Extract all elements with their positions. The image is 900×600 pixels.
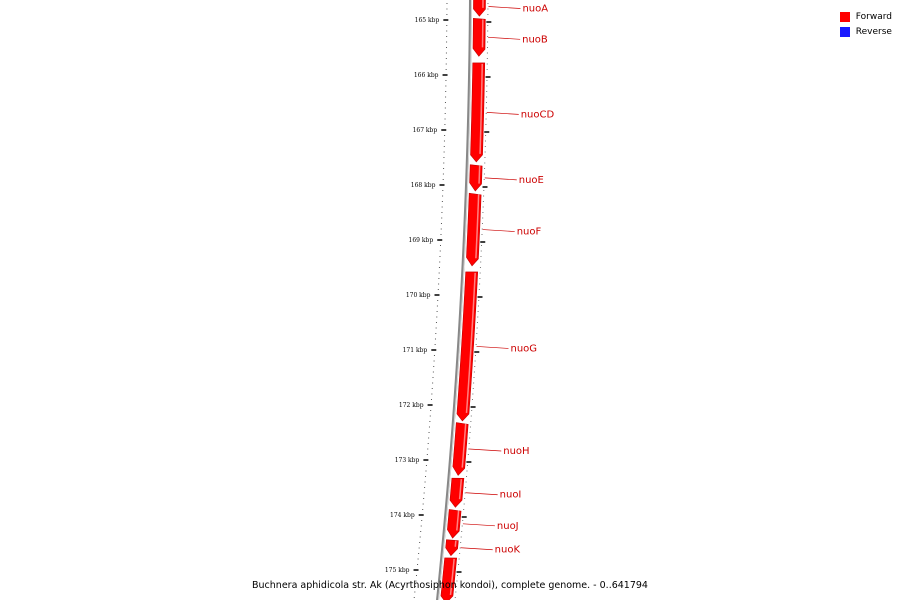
minor-tick-right	[470, 421, 471, 422]
minor-tick-right	[485, 135, 486, 136]
minor-tick	[441, 223, 442, 224]
minor-tick-right	[487, 47, 488, 48]
minor-tick-right	[473, 377, 474, 378]
legend-label-reverse: Reverse	[855, 26, 892, 37]
gene-label: nuoE	[518, 174, 544, 186]
minor-tick-right	[486, 80, 487, 81]
minor-tick-right	[477, 322, 478, 323]
minor-tick	[427, 454, 428, 455]
tick-label: 171 kbp	[402, 347, 428, 354]
forward-swatch	[840, 12, 850, 22]
minor-tick-right	[484, 174, 485, 175]
minor-tick	[420, 531, 421, 532]
minor-tick	[443, 157, 444, 158]
minor-tick	[437, 311, 438, 312]
minor-tick-right	[471, 416, 472, 417]
minor-tick-right	[472, 394, 473, 395]
minor-tick-right	[482, 223, 483, 224]
minor-tick-right	[487, 58, 488, 59]
minor-tick-right	[461, 531, 462, 532]
minor-tick	[439, 262, 440, 263]
minor-tick	[446, 3, 447, 4]
minor-tick-right	[486, 91, 487, 92]
minor-tick	[446, 47, 447, 48]
gene-leader-line	[488, 7, 520, 9]
minor-tick	[438, 284, 439, 285]
minor-tick	[440, 234, 441, 235]
minor-tick	[432, 383, 433, 384]
minor-tick-right	[484, 163, 485, 164]
minor-tick	[444, 146, 445, 147]
minor-tick-right	[476, 344, 477, 345]
minor-tick	[442, 196, 443, 197]
minor-tick-right	[479, 289, 480, 290]
minor-tick-right	[486, 97, 487, 98]
minor-tick	[434, 361, 435, 362]
minor-tick-right	[483, 196, 484, 197]
minor-tick	[419, 542, 420, 543]
minor-tick-right	[482, 212, 483, 213]
minor-tick-right	[471, 410, 472, 411]
minor-tick-right	[485, 152, 486, 153]
minor-tick-right	[469, 438, 470, 439]
legend-item-reverse	[840, 24, 892, 39]
minor-tick	[439, 256, 440, 257]
minor-tick-right	[458, 564, 459, 565]
minor-tick-right	[470, 427, 471, 428]
minor-tick-right	[487, 42, 488, 43]
minor-tick	[435, 344, 436, 345]
minor-tick-right	[473, 383, 474, 384]
minor-tick	[444, 141, 445, 142]
minor-tick-right	[484, 157, 485, 158]
minor-tick	[442, 201, 443, 202]
gene-label: nuoK	[494, 544, 521, 556]
minor-tick-right	[485, 141, 486, 142]
minor-tick-right	[469, 443, 470, 444]
minor-tick-right	[457, 575, 458, 576]
tick-label: 174 kbp	[390, 512, 415, 519]
gene-label: nuoJ	[496, 520, 519, 532]
minor-tick	[441, 218, 442, 219]
minor-tick	[428, 443, 429, 444]
gene-leader-line	[488, 37, 520, 39]
tick-label: 175 kbp	[384, 567, 410, 574]
minor-tick	[440, 245, 441, 246]
gene-leader-line	[469, 449, 501, 451]
minor-tick-right	[467, 465, 468, 466]
minor-tick	[436, 322, 437, 323]
minor-tick	[414, 592, 415, 593]
gene-leader-line	[483, 230, 515, 232]
minor-tick	[430, 416, 431, 417]
minor-tick-right	[480, 267, 481, 268]
gene-label: nuoI	[499, 489, 522, 501]
minor-tick-right	[463, 509, 464, 510]
minor-tick-right	[466, 471, 467, 472]
minor-tick	[434, 355, 435, 356]
minor-tick	[445, 102, 446, 103]
minor-tick	[422, 509, 423, 510]
minor-tick-right	[464, 498, 465, 499]
minor-tick	[446, 14, 447, 15]
minor-tick-right	[487, 25, 488, 26]
minor-tick	[423, 504, 424, 505]
minor-tick	[435, 339, 436, 340]
gene-label: nuoF	[516, 226, 542, 238]
minor-tick-right	[479, 284, 480, 285]
gene-leader-line	[466, 493, 498, 495]
minor-tick-right	[455, 597, 456, 598]
minor-tick	[417, 564, 418, 565]
minor-tick	[446, 25, 447, 26]
minor-tick	[421, 520, 422, 521]
minor-tick	[443, 174, 444, 175]
minor-tick	[439, 273, 440, 274]
minor-tick-right	[464, 504, 465, 505]
minor-tick	[416, 575, 417, 576]
minor-tick	[446, 36, 447, 37]
minor-tick	[443, 163, 444, 164]
minor-tick-right	[465, 493, 466, 494]
minor-tick-right	[480, 262, 481, 263]
minor-tick-right	[485, 146, 486, 147]
gene-label: nuoH	[503, 446, 530, 457]
tick-label: 170 kbp	[405, 292, 431, 299]
gene-leader-line	[461, 548, 493, 550]
tick-label: 166 kbp	[413, 72, 439, 79]
minor-tick-right	[479, 278, 480, 279]
genome-caption: Buchnera aphidicola str. Ak (Acyrthosiphon kondoi), complete genome. - 0..641794	[252, 580, 648, 591]
minor-tick	[444, 135, 445, 136]
minor-tick-right	[482, 218, 483, 219]
legend	[840, 9, 892, 39]
gene-label: nuoG	[510, 343, 538, 355]
minor-tick	[419, 548, 420, 549]
minor-tick-right	[475, 355, 476, 356]
minor-tick-right	[470, 432, 471, 433]
minor-tick-right	[459, 559, 460, 560]
minor-tick	[441, 212, 442, 213]
minor-tick-right	[484, 168, 485, 169]
minor-tick-right	[473, 388, 474, 389]
minor-tick	[424, 487, 425, 488]
gene-leader-line	[463, 524, 495, 526]
minor-tick	[446, 69, 447, 70]
minor-tick	[421, 526, 422, 527]
minor-tick-right	[480, 273, 481, 274]
tick-label: 169 kbp	[408, 237, 434, 244]
minor-tick-right	[486, 113, 487, 114]
tick-label: 168 kbp	[410, 182, 436, 189]
minor-tick	[418, 559, 419, 560]
minor-tick	[424, 493, 425, 494]
tick-label: 167 kbp	[412, 127, 438, 134]
minor-tick	[442, 190, 443, 191]
minor-tick	[445, 80, 446, 81]
minor-tick-right	[487, 14, 488, 15]
minor-tick	[446, 9, 447, 10]
minor-tick-right	[486, 86, 487, 87]
minor-tick-right	[477, 317, 478, 318]
minor-tick	[446, 53, 447, 54]
gene-leader-line	[477, 346, 509, 348]
minor-tick	[427, 449, 428, 450]
minor-tick	[430, 410, 431, 411]
gene-leader-line	[485, 178, 517, 180]
minor-tick-right	[474, 372, 475, 373]
reverse-swatch	[840, 27, 850, 37]
minor-tick	[425, 471, 426, 472]
minor-tick	[437, 300, 438, 301]
minor-tick	[443, 168, 444, 169]
minor-tick-right	[460, 548, 461, 549]
minor-tick-right	[487, 9, 488, 10]
minor-tick	[445, 113, 446, 114]
minor-tick-right	[482, 229, 483, 230]
minor-tick-right	[478, 300, 479, 301]
minor-tick	[444, 124, 445, 125]
minor-tick	[435, 333, 436, 334]
minor-tick	[437, 306, 438, 307]
minor-tick	[429, 421, 430, 422]
minor-tick	[433, 366, 434, 367]
minor-tick-right	[487, 64, 488, 65]
gene-label: nuoB	[522, 34, 548, 46]
minor-tick-right	[466, 476, 467, 477]
minor-tick-right	[484, 179, 485, 180]
gene-nuoE-highlight	[479, 166, 480, 184]
minor-tick-right	[461, 537, 462, 538]
minor-tick	[444, 152, 445, 153]
minor-tick-right	[480, 256, 481, 257]
gene-nuoI	[450, 478, 464, 507]
minor-tick-right	[465, 487, 466, 488]
minor-tick-right	[468, 454, 469, 455]
minor-tick	[431, 394, 432, 395]
minor-tick-right	[468, 449, 469, 450]
minor-tick	[414, 597, 415, 598]
minor-tick-right	[483, 201, 484, 202]
minor-tick	[442, 207, 443, 208]
minor-tick	[426, 465, 427, 466]
minor-tick	[445, 91, 446, 92]
minor-tick	[443, 179, 444, 180]
minor-tick-right	[478, 311, 479, 312]
minor-tick-right	[483, 207, 484, 208]
minor-tick-right	[455, 592, 456, 593]
minor-tick	[445, 97, 446, 98]
minor-tick-right	[477, 328, 478, 329]
minor-tick-right	[478, 306, 479, 307]
minor-tick-right	[485, 124, 486, 125]
minor-tick-right	[486, 119, 487, 120]
minor-tick-right	[486, 102, 487, 103]
minor-tick-right	[487, 53, 488, 54]
tick-label: 165 kbp	[414, 17, 440, 24]
gene-label: nuoA	[522, 3, 549, 15]
tick-label: 172 kbp	[398, 402, 424, 409]
minor-tick-right	[486, 108, 487, 109]
minor-tick-right	[466, 482, 467, 483]
minor-tick	[432, 388, 433, 389]
minor-tick-right	[481, 234, 482, 235]
minor-tick-right	[487, 31, 488, 32]
minor-tick	[445, 108, 446, 109]
gene-nuoK-highlight	[455, 541, 456, 547]
gene-label: nuoCD	[520, 109, 555, 121]
minor-tick	[445, 86, 446, 87]
minor-tick-right	[487, 69, 488, 70]
minor-tick	[438, 278, 439, 279]
minor-tick	[436, 328, 437, 329]
minor-tick	[441, 229, 442, 230]
minor-tick	[431, 399, 432, 400]
minor-tick	[423, 498, 424, 499]
minor-tick-right	[483, 190, 484, 191]
minor-tick-right	[459, 553, 460, 554]
minor-tick	[418, 553, 419, 554]
minor-tick-right	[481, 245, 482, 246]
minor-tick	[432, 377, 433, 378]
minor-tick-right	[487, 36, 488, 37]
minor-tick	[425, 482, 426, 483]
minor-tick	[438, 289, 439, 290]
minor-tick	[429, 432, 430, 433]
gene-leader-line	[487, 112, 519, 114]
minor-tick	[436, 317, 437, 318]
minor-tick	[425, 476, 426, 477]
minor-tick-right	[472, 399, 473, 400]
minor-tick	[439, 267, 440, 268]
minor-tick-right	[487, 3, 488, 4]
minor-tick-right	[460, 542, 461, 543]
minor-tick	[428, 438, 429, 439]
tick-label: 173 kbp	[394, 457, 420, 464]
minor-tick	[429, 427, 430, 428]
minor-tick-right	[476, 339, 477, 340]
minor-tick	[446, 58, 447, 59]
minor-tick	[433, 372, 434, 373]
minor-tick-right	[462, 526, 463, 527]
minor-tick	[446, 64, 447, 65]
minor-tick	[446, 31, 447, 32]
minor-tick	[440, 251, 441, 252]
minor-tick	[445, 119, 446, 120]
minor-tick	[420, 537, 421, 538]
minor-tick	[446, 42, 447, 43]
minor-tick-right	[481, 251, 482, 252]
legend-label-forward: Forward	[855, 11, 892, 22]
minor-tick-right	[462, 520, 463, 521]
minor-tick-right	[474, 366, 475, 367]
minor-tick-right	[475, 361, 476, 362]
legend-item-forward	[840, 9, 892, 24]
minor-tick-right	[476, 333, 477, 334]
